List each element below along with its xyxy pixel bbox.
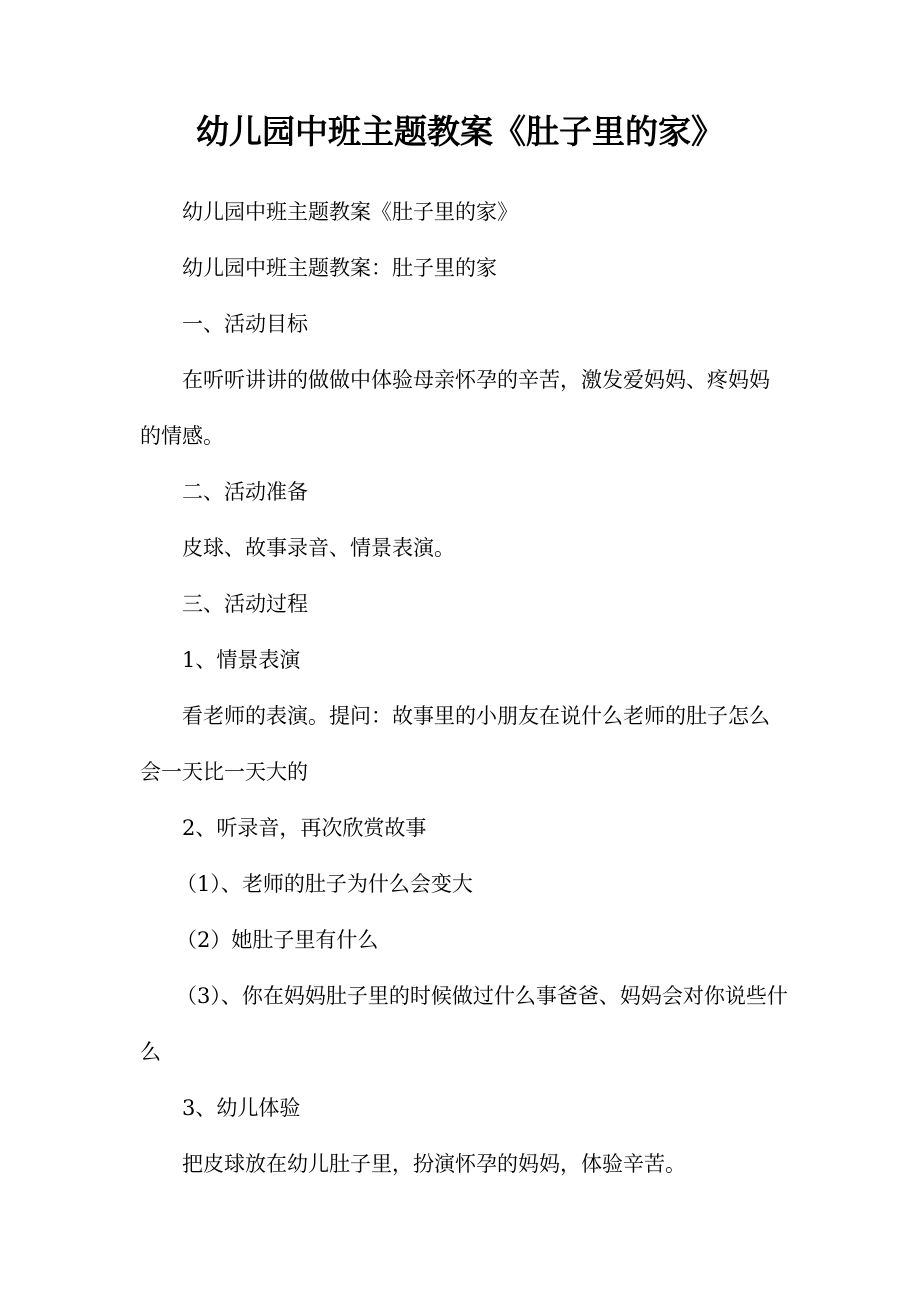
section-heading: 二、活动准备 xyxy=(182,480,308,504)
paragraph: 看老师的表演。提问：故事里的小朋友在说什么老师的肚子怎么会一天比一天大的 xyxy=(140,704,770,784)
paragraph: 幼儿园中班主题教案《肚子里的家》 xyxy=(182,200,518,224)
paragraph: 幼儿园中班主题教案：肚子里的家 xyxy=(182,256,497,280)
section-heading: 三、活动过程 xyxy=(182,592,308,616)
question-item: （2）她肚子里有什么 xyxy=(176,928,379,952)
section-heading: 一、活动目标 xyxy=(182,312,308,336)
paragraph: 皮球、故事录音、情景表演。 xyxy=(182,536,455,560)
paragraph: 在听听讲讲的做做中体验母亲怀孕的辛苦，激发爱妈妈、疼妈妈的情感。 xyxy=(140,368,770,448)
paragraph: 把皮球放在幼儿肚子里，扮演怀孕的妈妈，体验辛苦。 xyxy=(182,1152,686,1176)
subsection-heading: 3、幼儿体验 xyxy=(182,1096,301,1120)
question-item: （3）、你在妈妈肚子里的时候做过什么事爸爸、妈妈会对你说些什么 xyxy=(140,984,788,1064)
document-title: 幼儿园中班主题教案《肚子里的家》 xyxy=(196,112,724,151)
subsection-heading: 2、听录音，再次欣赏故事 xyxy=(182,816,427,840)
subsection-heading: 1、情景表演 xyxy=(182,648,301,672)
question-item: （1）、老师的肚子为什么会变大 xyxy=(176,872,473,896)
